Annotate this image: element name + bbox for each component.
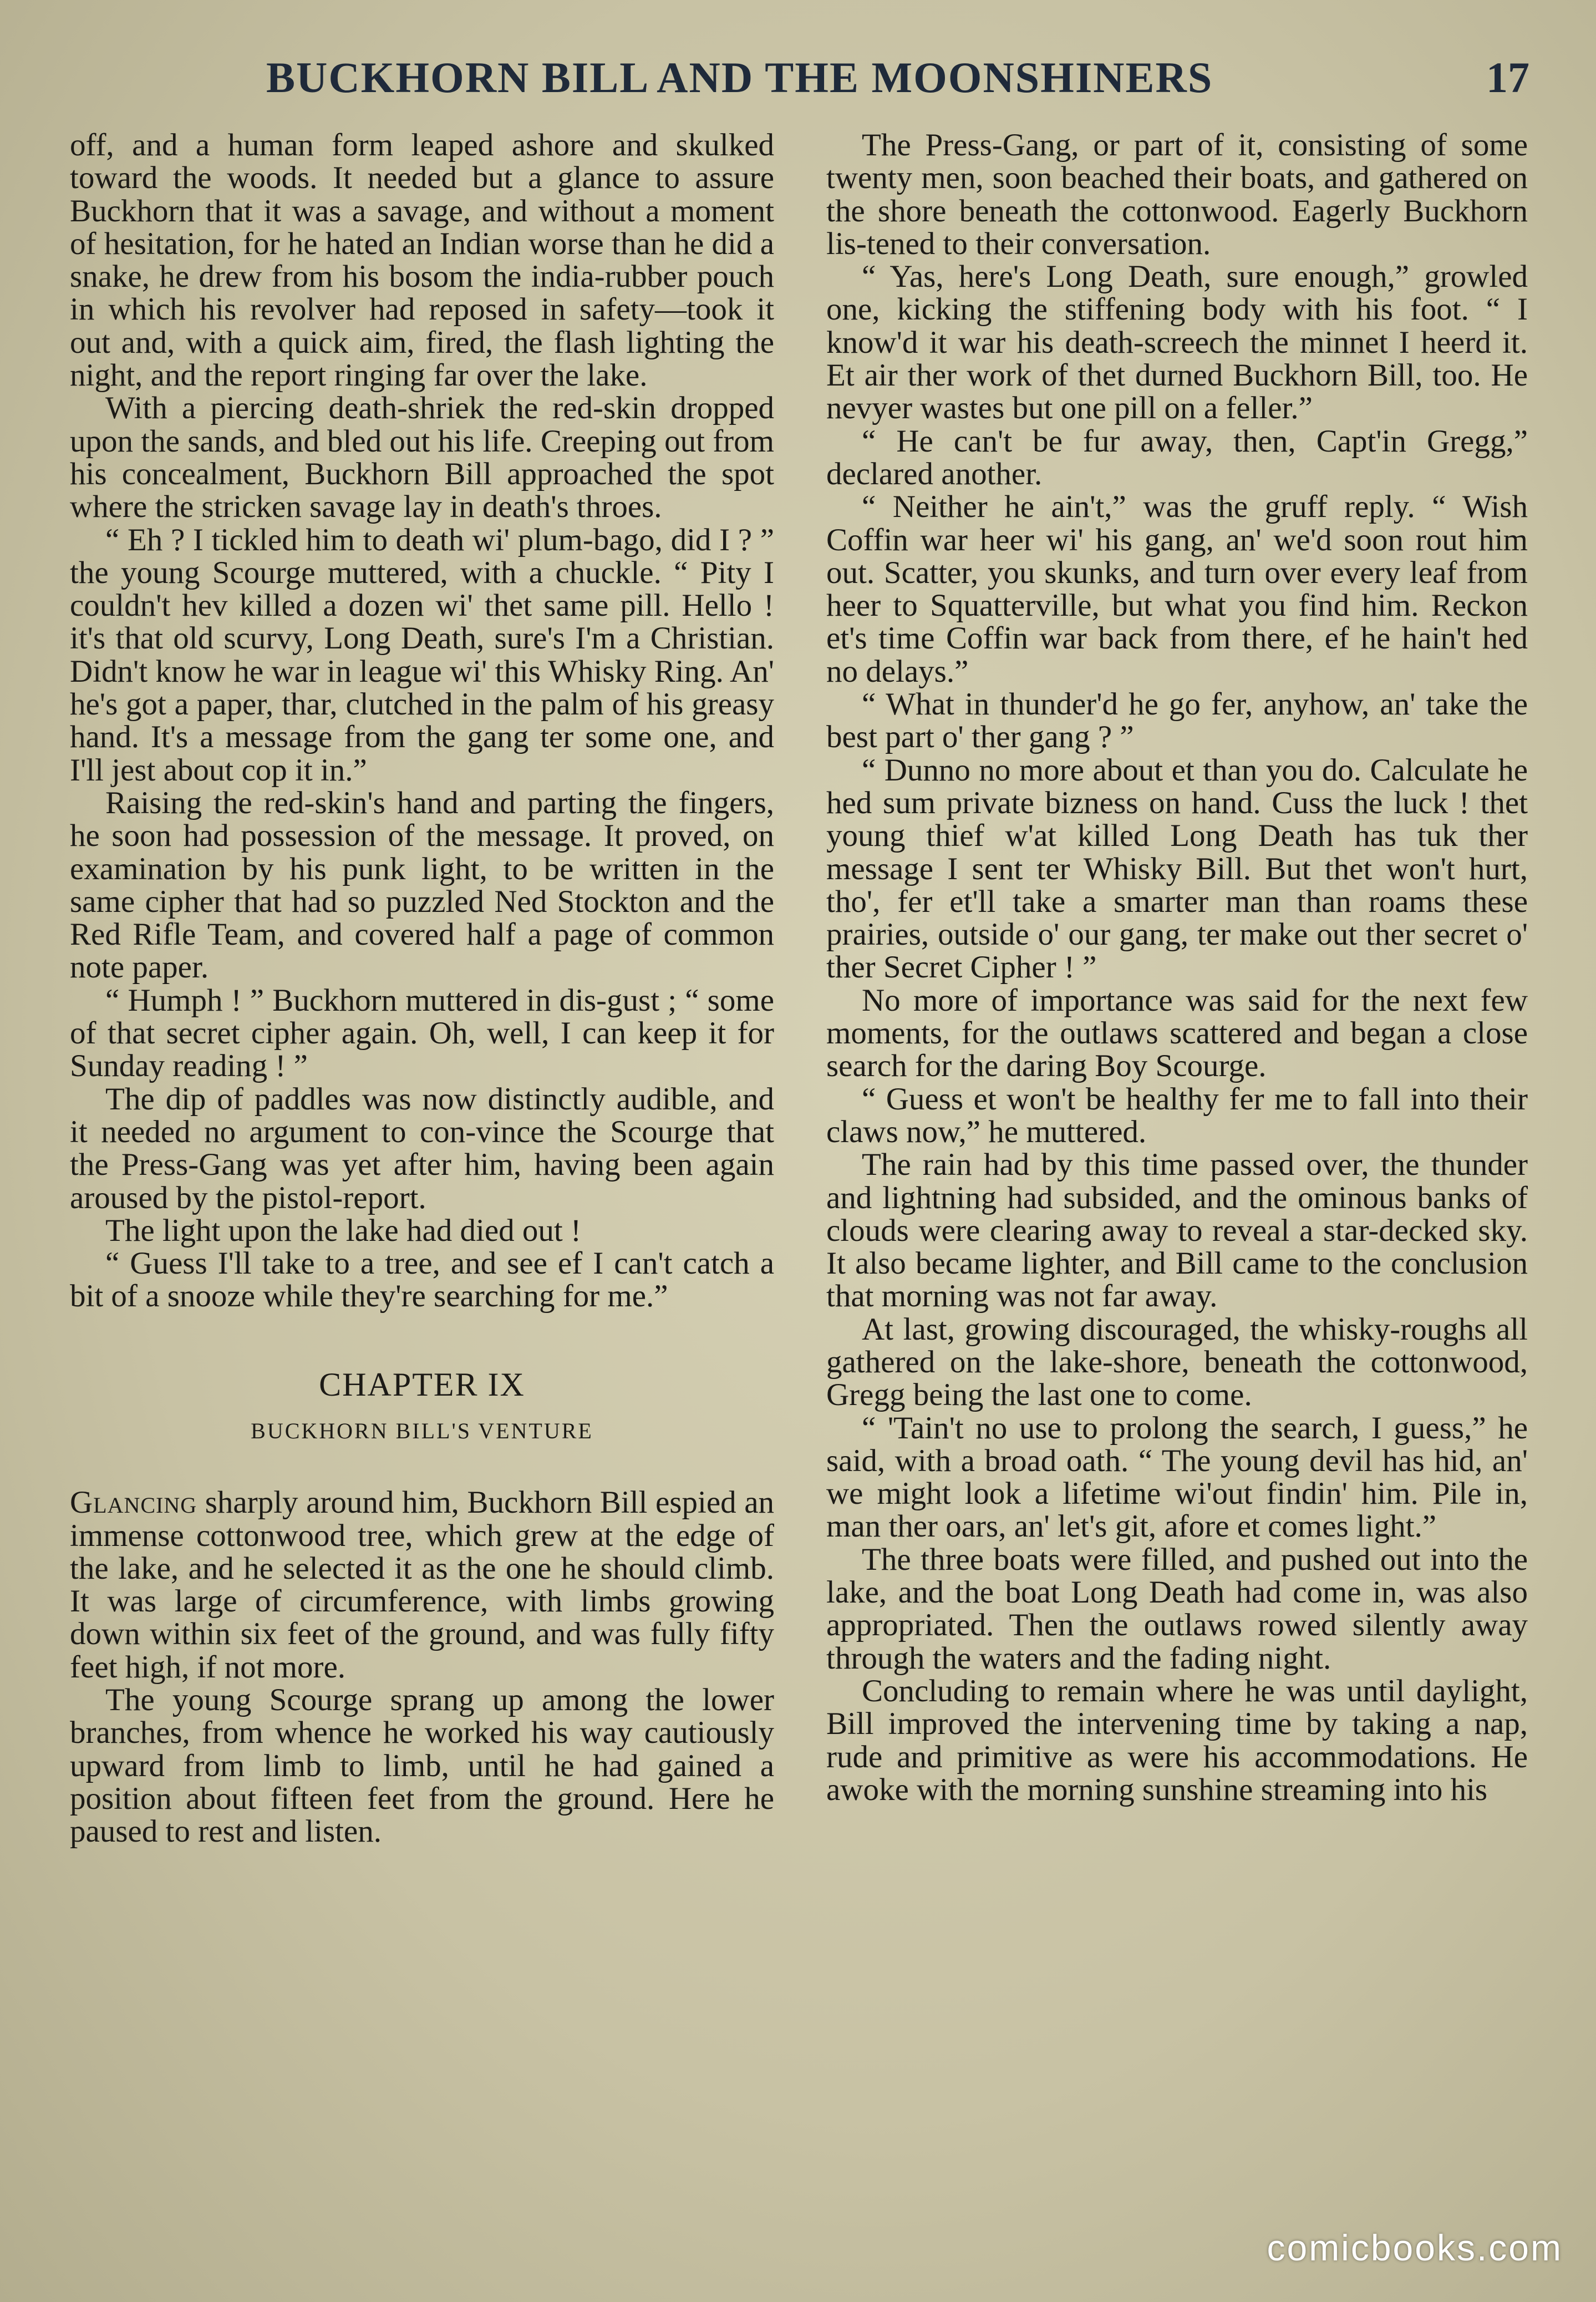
paragraph: The young Scourge sprang up among the lower branches, from whence he worked his way cautiously upward from limb to limb, until he had gained a position about fifteen feet from the ground. Here he paused to rest and listen. — [70, 1682, 774, 1849]
chapter-opening-paragraph — [70, 1486, 774, 1684]
paragraph: off, and a human form leaped ashore and skulked toward the woods. It needed but a glance to assure Buckhorn that it was a savage, and without a moment of hesitation, for he hated an Indian worse than he did a snake, he drew from his bosom the india-rubber pouch in which his revolver had reposed in safety—took it out and, with a quick aim, fired, the flash lighting the night, and the report ringing far over the lake. — [70, 128, 774, 393]
source-watermark: comicbooks.com — [1267, 2227, 1563, 2268]
paragraph: “ He can't be fur away, then, Capt'in Gregg,” declared another. — [826, 423, 1528, 491]
paragraph: With a piercing death-shriek the red-skin dropped upon the sands, and bled out his life. Creeping out from his concealment, Buckhorn Bill approached the spot where the stricken savage lay in death's throes. — [70, 391, 774, 525]
paragraph: No more of importance was said for the next few moments, for the outlaws scattered and began a close search for the daring Boy Scourge. — [826, 982, 1528, 1084]
running-title: BUCKHORN BILL AND THE MOONSHINERS — [266, 53, 1213, 102]
chapter-title: CHAPTER IX — [319, 1366, 525, 1403]
chapter-opening-text: sharply around him, Buckhorn Bill espied an immense cottonwood tree, which grew at the edge of the lake, and he selected it as the one he should climb. It was large of circumference, with limbs growing down within six feet of the ground, and was fully fifty feet high, if not more. — [70, 1485, 774, 1685]
paragraph: “ Eh ? I tickled him to death wi' plum-bago, did I ? ” the young Scourge muttered, with a chuckle. “ Pity I couldn't hev killed a dozen wi' thet same pill. Hello ! it's that old scurvy, Long Death, sure's I'm a Christian. Didn't know he war in league wi' this Whisky Ring. An' he's got a paper, thar, clutched in the palm of his greasy hand. It's a message from the gang ter some one, and I'll jest about cop it in.” — [70, 522, 774, 788]
paragraph: “ Neither he ain't,” was the gruff reply. “ Wish Coffin war heer wi' his gang, an' we'd soon rout him out. Scatter, you skunks, and turn over every leaf from heer to Squatterville, but what you find him. Reckon et's time Coffin war back from there, ef he hain't hed no delays.” — [826, 489, 1528, 689]
chapter-subtitle: BUCKHORN BILL'S VENTURE — [251, 1418, 593, 1443]
page-number: 17 — [1486, 53, 1529, 102]
paragraph: “ Humph ! ” Buckhorn muttered in dis-gust ; “ some of that secret cipher again. Oh, well, I can keep it for Sunday reading ! ” — [70, 982, 774, 1084]
paragraph: “ What in thunder'd he go fer, anyhow, an' take the best part o' ther gang ? ” — [826, 687, 1528, 755]
paragraph: “ Yas, here's Long Death, sure enough,” growled one, kicking the stiffening body with his foot. “ I know'd it war his death-screech the minnet I heerd it. Et air ther work of thet durned Buckhorn Bill, too. He nevyer wastes but one pill on a feller.” — [826, 259, 1528, 426]
paragraph: The dip of paddles was now distinctly audible, and it needed no argument to con-vince the Scourge that the Press-Gang was yet after him, having been again aroused by the pistol-report. — [70, 1081, 774, 1215]
paragraph: The light upon the lake had died out ! — [105, 1213, 581, 1248]
paragraph: “ 'Tain't no use to prolong the search, I guess,” he said, with a broad oath. “ The young devil has hid, an' we might look a lifetime wi'out findin' him. Pile in, man ther oars, an' let's git, afore et comes light.” — [826, 1410, 1528, 1544]
paragraph: “ Guess et won't be healthy fer me to fall into their claws now,” he muttered. — [826, 1081, 1528, 1149]
paragraph: At last, growing discouraged, the whisky-roughs all gathered on the lake-shore, beneath the cottonwood, Gregg being the last one to come. — [826, 1311, 1528, 1413]
paragraph: Concluding to remain where he was until daylight, Bill improved the intervening time by taking a nap, rude and primitive as were his accommodations. He awoke with the morning sunshine streaming into his — [826, 1673, 1528, 1807]
left-column — [70, 129, 774, 1848]
paragraph: “ Dunno no more about et than you do. Calculate he hed sum private bizness on hand. Cuss the luck ! thet young thief w'at killed Long Death has tuk ther message I sent ter Whisky Bill. But thet won't hurt, tho', fer et'll take a smarter man than roams these prairies, outside o' our gang, ter make out ther secret o' ther Secret Cipher ! ” — [826, 752, 1528, 985]
paragraph: “ Guess I'll take to a tree, and see ef I can't catch a bit of a snooze while they're searching for me.” — [70, 1246, 774, 1314]
page-header — [67, 53, 1529, 103]
chapter-lead-word: Glancing — [70, 1485, 197, 1520]
paragraph: The three boats were filled, and pushed out into the lake, and the boat Long Death had come in, was also appropriated. Then the outlaws rowed silently away through the waters and the fading night. — [826, 1542, 1528, 1676]
paragraph: The rain had by this time passed over, the thunder and lightning had subsided, and the ominous banks of clouds were clearing away to reveal a star-decked sky. It also became lighter, and Bill came to the conclusion that morning was not far away. — [826, 1147, 1528, 1314]
paragraph: The Press-Gang, or part of it, consisting of some twenty men, soon beached their boats, and gathered on the shore beneath the cottonwood. Eagerly Buckhorn lis-tened to their conversation. — [826, 128, 1528, 261]
right-column — [826, 129, 1528, 1806]
paragraph: Raising the red-skin's hand and parting the fingers, he soon had possession of the message. It proved, on examination by his punk light, to be written in the same cipher that had so puzzled Ned Stockton and the Red Rifle Team, and covered half a page of common note paper. — [70, 785, 774, 985]
